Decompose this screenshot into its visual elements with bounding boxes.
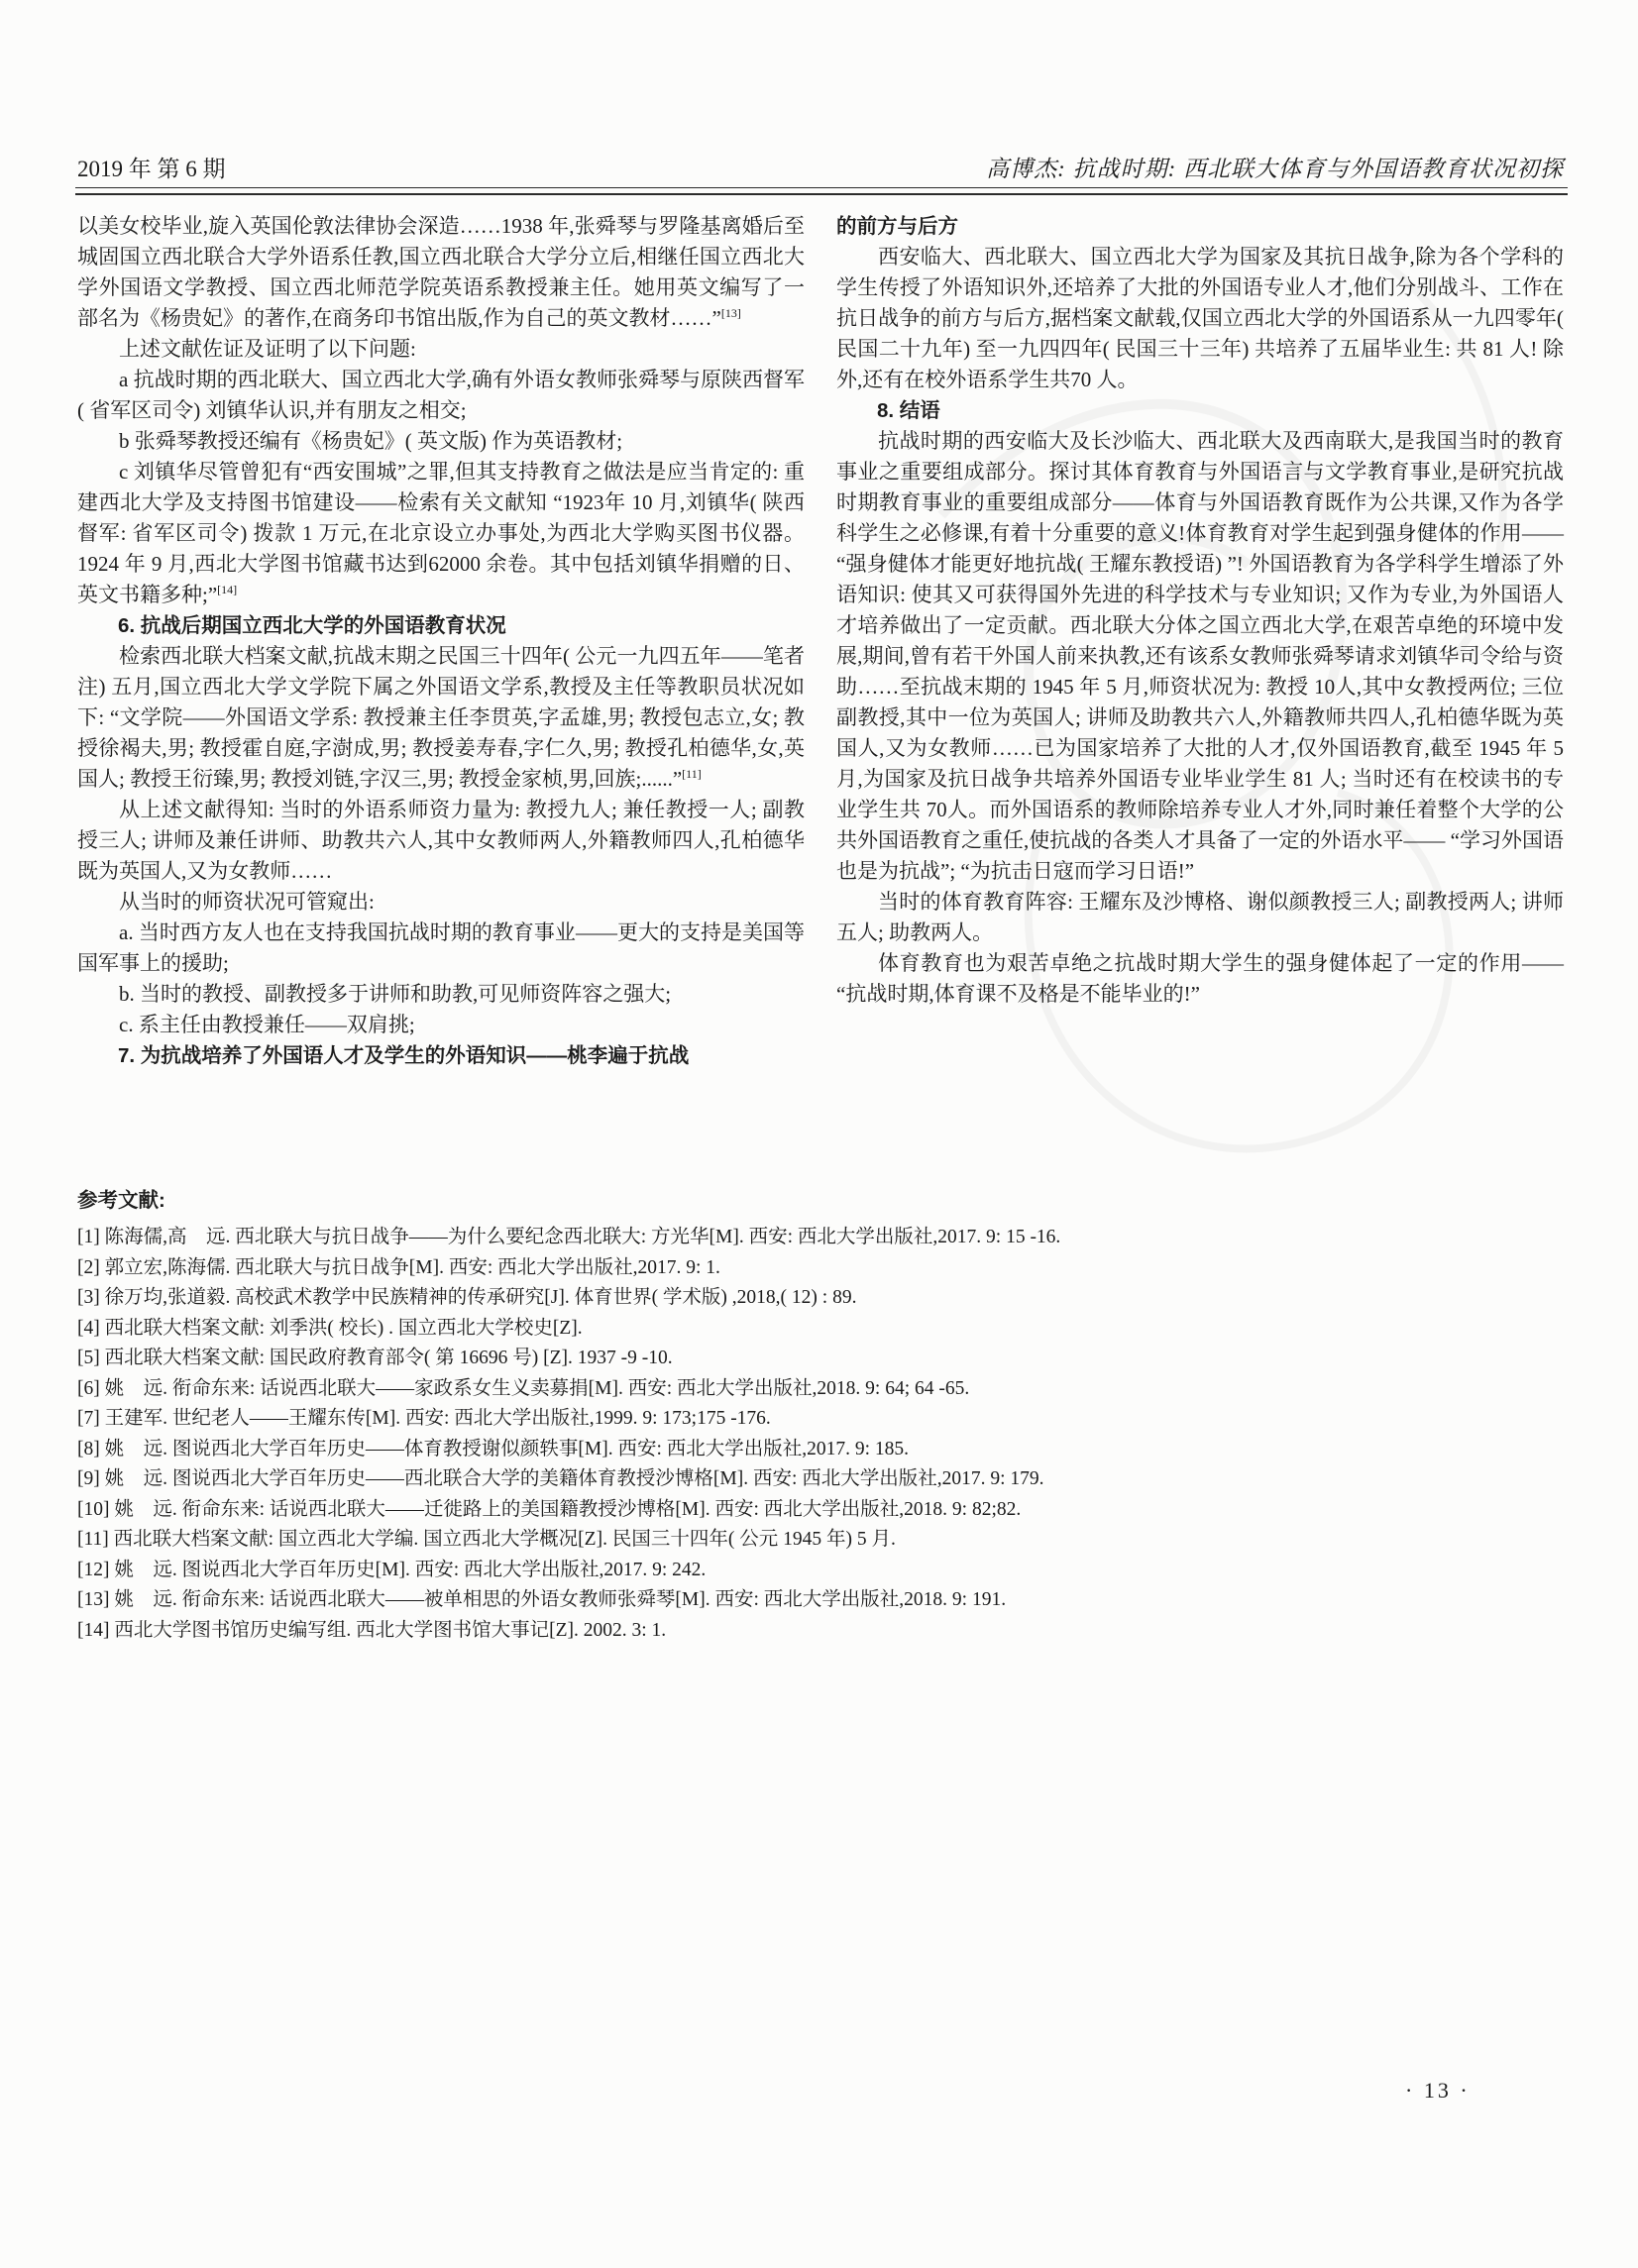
reference-item: [4] 西北联大档案文献: 刘季洪( 校长) . 国立西北大学校史[Z]. [77,1317,583,1339]
paragraph: a 抗战时期的西北联大、国立西北大学,确有外语女教师张舜琴与原陕西督军( 省军区司令) 刘镇华认识,并有朋友之相交; [77,368,805,422]
paragraph: c. 系主任由教授兼任——双肩挑; [119,1013,415,1036]
section-heading: 6. 抗战后期国立西北大学的外国语教育状况 [118,614,506,637]
left-column [77,211,805,1071]
reference-item: [7] 王建军. 世纪老人——王耀东传[M]. 西安: 西北大学出版社,1999. 9: 173;175 -176. [77,1408,771,1429]
issue-info: 2019 年 第 6 期 [77,157,226,181]
citation-marker: [11] [682,767,702,781]
reference-item: [11] 西北联大档案文献: 国立西北大学编. 国立西北大学概况[Z]. 民国三十四年( 公元 1945 年) 5 月. [77,1529,896,1550]
citation-marker: [13] [720,306,741,320]
references-title: 参考文献: [77,1189,165,1212]
article-body [77,211,1564,1071]
paragraph: b. 当时的教授、副教授多于讲师和助教,可见师资阵容之强大; [119,982,672,1006]
paragraph: 从当时的师资状况可管窥出: [119,890,375,914]
reference-item: [3] 徐万均,张道毅. 高校武术教学中民族精神的传承研究[J]. 体育世界( 学术版) ,2018,( 12) : 89. [77,1287,857,1308]
paragraph: 上述文献佐证及证明了以下问题: [119,337,416,361]
paragraph: 西安临大、西北联大、国立西北大学为国家及其抗日战争,除为各个学科的学生传授了外语知识外,还培养了大批的外国语专业人才,他们分别战斗、工作在抗日战争的前方与后方,据档案文献载,仅国立西北大学的外国语系从一九四零年( 民国二十九年) 至一九四四年( 民国三十三年) 共培养了五届毕业生: 共 81 人! 除外,还有在校外语系学生共70 人。 [836,245,1564,391]
page-number: · 13 · [1405,2078,1471,2103]
section-heading: 8. 结语 [877,399,940,422]
reference-item: [14] 西北大学图书馆历史编写组. 西北大学图书馆大事记[Z]. 2002. 3: 1. [77,1619,667,1641]
reference-item: [12] 姚 远. 图说西北大学百年历史[M]. 西安: 西北大学出版社,2017. 9: 242. [77,1559,707,1580]
reference-item: [9] 姚 远. 图说西北大学百年历史——西北联合大学的美籍体育教授沙博格[M]. 西安: 西北大学出版社,2017. 9: 179. [77,1468,1044,1489]
reference-item: [2] 郭立宏,陈海儒. 西北联大与抗日战争[M]. 西安: 西北大学出版社,2017. 9: 1. [77,1256,720,1278]
references-section [77,1187,1574,1646]
citation-marker: [14] [217,583,238,596]
section-heading: 的前方与后方 [836,215,958,238]
reference-item: [10] 姚 远. 衔命东来: 话说西北联大——迁徙路上的美国籍教授沙博格[M]. 西安: 西北大学出版社,2018. 9: 82;82. [77,1498,1022,1520]
paragraph: 体育教育也为艰苦卓绝之抗战时期大学生的强身健体起了一定的作用—— “抗战时期,体育课不及格是不能毕业的!” [836,951,1564,1006]
paragraph: 当时的体育教育阵容: 王耀东及沙博格、谢似颜教授三人; 副教授两人; 讲师五人; 助教两人。 [836,890,1564,944]
section-heading: 7. 为抗战培养了外国语人才及学生的外语知识——桃李遍于抗战 [118,1044,690,1067]
references-list [77,1223,1574,1646]
reference-item: [8] 姚 远. 图说西北大学百年历史——体育教授谢似颜轶事[M]. 西安: 西北大学出版社,2017. 9: 185. [77,1438,910,1459]
reference-item: [6] 姚 远. 衔命东来: 话说西北联大——家政系女生义卖募捐[M]. 西安: 西北大学出版社,2018. 9: 64; 64 -65. [77,1377,970,1399]
reference-item: [13] 姚 远. 衔命东来: 话说西北联大——被单相思的外语女教师张舜琴[M]. 西安: 西北大学出版社,2018. 9: 191. [77,1589,1007,1610]
paragraph: 抗战时期的西安临大及长沙临大、西北联大及西南联大,是我国当时的教育事业之重要组成部分。探讨其体育教育与外国语言与文学教育事业,是研究抗战时期教育事业的重要组成部分——体育与外国语教育既作为公共课,又作为各学科学生之必修课,有着十分重要的意义!体育教育对学生起到强身健体的作用—— “强身健体才能更好地抗战( 王耀东教授语) ”! 外国语教育为各学科学生增添了外语知识: 使其又可获得国外先进的科学技术与专业知识; 又作为专业,为外国语人才培养做出了一定贡献。西北联大分体之国立西北大学,在艰苦卓绝的环境中发展,期间,曾有若干外国人前来执教,还有该系女教师张舜琴请求刘镇华司令给与资助……至抗战末期的 1945 年 5 月,师资状况为: 教授 10人,其中女教授两位; 三位副教授,其中一位为英国人; 讲师及助教共六人,外籍教师共四人,孔柏德华既为英国人,又为女教师……已为国家培养了大批的人才,仅外国语教育,截至 1945 年 5 月,为国家及抗日战争共培养外国语专业毕业学生 81 人; 当时还有在校读书的专业学生共 70人。而外国语系的教师除培养专业人才外,同时兼任着整个大学的公共外国语教育之重任,使抗战的各类人才具备了一定的外语水平—— “学习外国语也是为抗战”; “为抗击日寇而学习日语!” [836,429,1564,883]
paragraph: a. 当时西方友人也在支持我国抗战时期的教育事业——更大的支持是美国等国军事上的援助; [77,920,805,975]
paragraph: 以美女校毕业,旋入英国伦敦法律协会深造……1938 年,张舜琴与罗隆基离婚后至城固国立西北联合大学外语系任教,国立西北联合大学分立后,相继任国立西北大学外国语文学教授、国立西北师范学院英语系教授兼主任。她用英文编写了一部名为《杨贵妃》的著作,在商务印书馆出版,作为自己的英文教材……”[13] [77,214,805,330]
page-header [77,155,1564,184]
paragraph: c 刘镇华尽管曾犯有“西安围城”之罪,但其支持教育之做法是应当肯定的: 重建西北大学及支持图书馆建设——检索有关文献知 “1923年 10 月,刘镇华( 陕西督军: 省军区司令) 拨款 1 万元,在北京设立办事处,为西北大学购买图书仪器。1924 年 9 月,西北大学图书馆藏书达到62000 余卷。其中包括刘镇华捐赠的日、英文书籍多种;”[14] [77,460,805,606]
paragraph: 从上述文献得知: 当时的外语系师资力量为: 教授九人; 兼任教授一人; 副教授三人; 讲师及兼任讲师、助教共六人,其中女教师两人,外籍教师四人,孔柏德华既为英国人,又为女教师…… [77,798,805,883]
reference-item: [5] 西北联大档案文献: 国民政府教育部令( 第 16696 号) [Z]. 1937 -9 -10. [77,1348,673,1368]
paragraph: b 张舜琴教授还编有《杨贵妃》( 英文版) 作为英语教材; [119,429,623,453]
paragraph: 检索西北联大档案文献,抗战末期之民国三十四年( 公元一九四五年——笔者注) 五月,国立西北大学文学院下属之外国语文学系,教授及主任等教职员状况如下: “文学院——外国语文学系: 教授兼主任李贯英,字孟雄,男; 教授包志立,女; 教授徐褐夫,男; 教授霍自庭,字澍成,男; 教授姜寿春,字仁久,男; 教授孔柏德华,女,英国人; 教授王衍臻,男; 教授刘链,字汉三,男; 教授金家桢,男,回族;......”[11] [77,644,805,791]
running-title: 高博杰: 抗战时期: 西北联大体育与外国语教育状况初探 [986,157,1564,181]
header-rule [75,187,1568,195]
right-column [836,211,1564,1071]
reference-item: [1] 陈海儒,高 远. 西北联大与抗日战争——为什么要纪念西北联大: 方光华[M]. 西安: 西北大学出版社,2017. 9: 15 -16. [77,1227,1061,1247]
